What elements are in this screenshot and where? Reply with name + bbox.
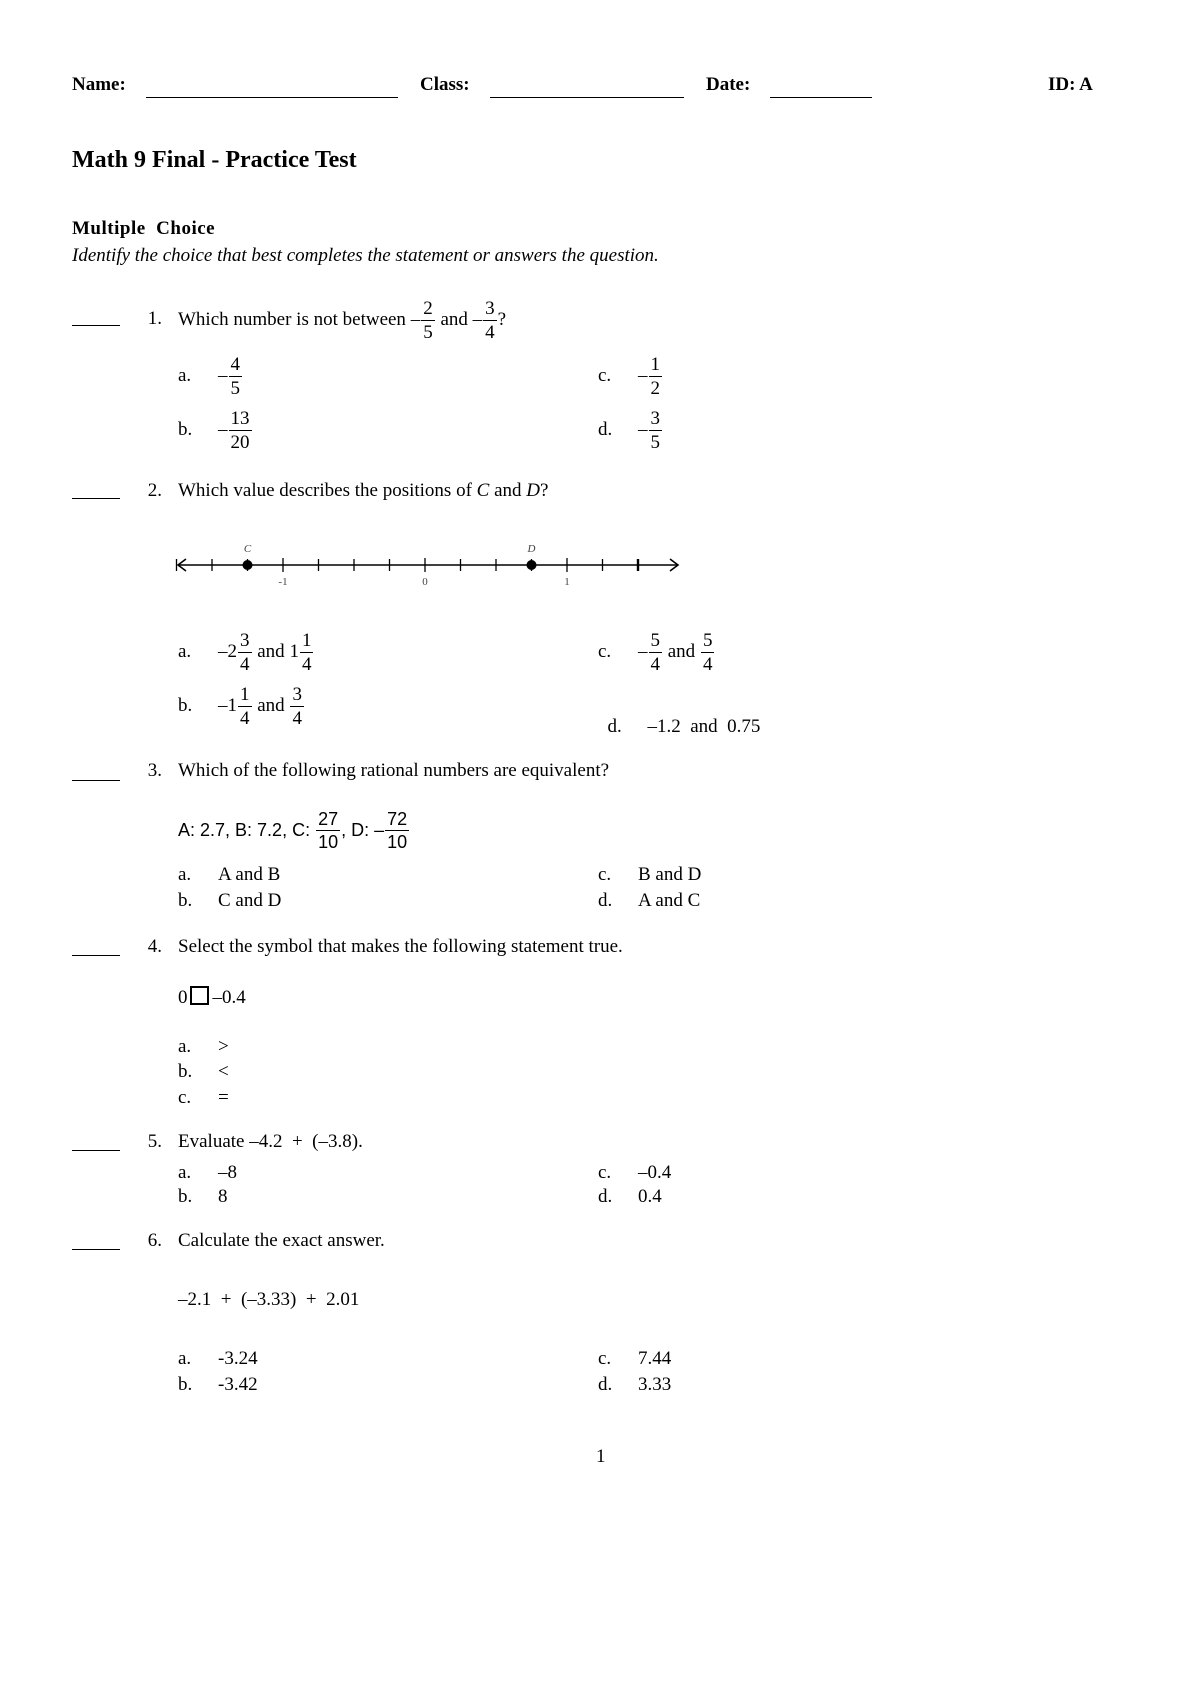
choice-text: A and C — [638, 890, 701, 911]
fraction — [385, 810, 409, 851]
question-prompt: Which of the following rational numbers are equivalent? — [178, 760, 610, 781]
answer-blank[interactable] — [72, 1150, 120, 1151]
denominator: 10 — [387, 831, 408, 852]
class-field-line[interactable] — [490, 97, 684, 98]
fraction — [290, 685, 304, 728]
date-field-line[interactable] — [770, 97, 872, 98]
choice-letter: c. — [598, 864, 612, 885]
choice-letter: d. — [598, 1374, 613, 1395]
choice-text: < — [218, 1061, 229, 1082]
fraction — [649, 409, 663, 452]
minus-sign: – — [638, 365, 648, 386]
variable-d: D — [526, 480, 541, 501]
number-line — [170, 535, 690, 595]
choice-c[interactable] — [598, 626, 715, 678]
section-instructions: Identify the choice that best completes the statement or answers the question. — [72, 245, 659, 266]
denominator: 4 — [650, 653, 660, 675]
question-number: 3. — [147, 760, 162, 781]
choice-text: 8 — [218, 1186, 228, 1207]
choice-letter: c. — [178, 1087, 192, 1108]
choice-letter: d. — [598, 419, 613, 440]
minus-sign: – — [218, 419, 228, 440]
choice-d[interactable] — [598, 1186, 662, 1208]
choice-a[interactable] — [178, 864, 280, 886]
page-title: Math 9 Final - Practice Test — [72, 147, 357, 173]
empty-box-icon — [190, 986, 209, 1005]
denominator: 5 — [230, 377, 240, 399]
fraction — [229, 355, 243, 398]
denominator: 20 — [230, 431, 250, 453]
denominator: 10 — [318, 831, 339, 852]
choice-text: 0.4 — [638, 1186, 662, 1207]
numerator: 3 — [240, 629, 250, 651]
denominator: 5 — [650, 431, 660, 453]
minus-sign: – — [472, 309, 483, 330]
question-prompt: Calculate the exact answer. — [178, 1230, 385, 1251]
answer-blank[interactable] — [72, 1249, 120, 1250]
choice-letter: d. — [598, 890, 613, 911]
choice-d[interactable] — [598, 694, 760, 738]
choice-d[interactable] — [598, 404, 663, 456]
given-text: A: 2.7, B: 7.2, C: — [178, 819, 311, 840]
conjunction: and — [667, 641, 696, 662]
choice-letter: a. — [178, 1036, 192, 1057]
prompt-text: Which value describes the positions of — [178, 480, 472, 501]
question-prompt: Evaluate –4.2 + (–3.8). — [178, 1131, 363, 1152]
numerator: 5 — [650, 629, 660, 651]
choice-b[interactable] — [178, 1061, 229, 1083]
given-values — [178, 804, 410, 856]
test-id: ID: A — [1048, 74, 1093, 95]
choice-text: B and D — [638, 864, 702, 885]
prompt-text: Which number is not between — [178, 309, 406, 330]
choice-a[interactable] — [178, 626, 314, 678]
choice-text: –0.4 — [638, 1162, 672, 1183]
choice-b[interactable] — [178, 890, 281, 912]
fraction — [649, 355, 663, 398]
denominator: 4 — [485, 321, 495, 343]
fraction — [300, 631, 314, 674]
choice-d[interactable] — [598, 890, 700, 912]
choice-letter: b. — [178, 1186, 193, 1207]
choice-d[interactable] — [598, 1374, 671, 1396]
choice-c[interactable] — [598, 1162, 671, 1184]
choice-c[interactable] — [598, 351, 663, 401]
answer-blank[interactable] — [72, 780, 120, 781]
choice-text: = — [218, 1087, 229, 1108]
denominator: 4 — [240, 653, 250, 675]
numerator: 72 — [387, 808, 408, 829]
fraction — [483, 299, 497, 342]
numerator: 4 — [230, 353, 240, 375]
numerator: 2 — [423, 297, 433, 319]
choice-letter: b. — [178, 1374, 193, 1395]
choice-text: 3.33 — [638, 1374, 672, 1395]
choice-letter: a. — [178, 1348, 192, 1369]
question-prompt: Select the symbol that makes the following statement true. — [178, 936, 623, 957]
choice-letter: a. — [178, 641, 192, 662]
numerator: 1 — [240, 683, 250, 705]
question-prompt — [178, 480, 548, 502]
choice-b[interactable] — [178, 1374, 258, 1396]
denominator: 4 — [301, 653, 312, 675]
choice-c[interactable] — [598, 1348, 671, 1370]
question-number: 5. — [147, 1131, 162, 1152]
choice-a[interactable] — [178, 351, 243, 401]
conjunction: and — [257, 641, 285, 662]
numerator: 5 — [702, 629, 713, 651]
choice-letter: c. — [598, 641, 612, 662]
choice-text: -3.24 — [218, 1348, 258, 1369]
fraction — [421, 299, 435, 342]
choice-letter: c. — [598, 1348, 612, 1369]
whole-part: –1 — [218, 695, 237, 716]
minus-sign: – — [638, 641, 648, 662]
left-value: 0 — [178, 987, 188, 1008]
tick-label: -1 — [278, 576, 288, 588]
conjunction: and — [494, 480, 522, 501]
right-value: –0.4 — [212, 987, 246, 1008]
section-heading: Multiple Choice — [72, 218, 216, 239]
point-c-label: C — [243, 543, 252, 555]
choice-text: > — [218, 1036, 229, 1057]
choice-letter: a. — [178, 864, 192, 885]
choice-text: –1.2 and 0.75 — [647, 716, 761, 737]
choice-text: C and D — [218, 890, 282, 911]
variable-c: C — [476, 480, 490, 501]
question-number: 2. — [147, 480, 162, 501]
fraction — [316, 810, 340, 851]
page-number: 1 — [596, 1446, 606, 1467]
fraction — [649, 631, 663, 674]
choice-b[interactable] — [178, 680, 305, 732]
numerator: 3 — [485, 297, 495, 319]
choice-letter: a. — [178, 1162, 192, 1183]
conjunction: and — [440, 309, 468, 330]
choice-letter: a. — [178, 365, 192, 386]
question-number: 1. — [147, 308, 162, 329]
denominator: 4 — [292, 707, 302, 729]
question-number: 6. — [147, 1230, 162, 1251]
minus-sign: – — [638, 419, 648, 440]
choice-a[interactable] — [178, 1348, 258, 1370]
choice-text: –8 — [218, 1162, 237, 1183]
point-d — [527, 560, 537, 570]
name-label: Name: — [72, 74, 126, 95]
numerator: 3 — [650, 407, 660, 429]
expression: –2.1 + (–3.33) + 2.01 — [178, 1289, 360, 1310]
name-field-line[interactable] — [146, 97, 398, 98]
numerator: 13 — [230, 407, 250, 429]
question-mark: ? — [497, 309, 507, 330]
numerator: 1 — [650, 353, 660, 375]
fraction — [238, 631, 252, 674]
choice-letter: c. — [598, 365, 612, 386]
comparison-statement — [178, 986, 246, 1009]
tick-label: 1 — [564, 576, 570, 588]
answer-blank[interactable] — [72, 955, 120, 956]
class-label: Class: — [420, 74, 470, 95]
fraction — [701, 631, 715, 674]
denominator: 5 — [423, 321, 433, 343]
date-label: Date: — [706, 74, 751, 95]
choice-text: 7.44 — [638, 1348, 672, 1369]
choice-text: A and B — [218, 864, 281, 885]
fraction — [229, 409, 252, 452]
choice-c[interactable] — [178, 1087, 229, 1109]
numerator: 3 — [292, 683, 302, 705]
given-text: , D: – — [341, 819, 385, 840]
point-d-label: D — [527, 543, 536, 555]
choice-letter: b. — [178, 890, 193, 911]
choice-text: -3.42 — [218, 1374, 258, 1395]
choice-c[interactable] — [598, 864, 701, 886]
choice-letter: b. — [178, 419, 193, 440]
choice-b[interactable] — [178, 404, 253, 456]
denominator: 4 — [240, 707, 250, 729]
choice-letter: d. — [607, 716, 622, 737]
choice-letter: b. — [178, 1061, 193, 1082]
denominator: 4 — [702, 653, 713, 675]
choice-letter: b. — [178, 695, 193, 716]
question-number: 4. — [147, 936, 162, 957]
minus-sign: – — [410, 309, 421, 330]
question-mark: ? — [540, 480, 549, 501]
denominator: 2 — [650, 377, 660, 399]
fraction — [238, 685, 252, 728]
question-prompt — [178, 294, 506, 346]
choice-letter: d. — [598, 1186, 613, 1207]
choice-a[interactable] — [178, 1162, 237, 1184]
answer-blank[interactable] — [72, 325, 120, 326]
numerator: 27 — [318, 808, 339, 829]
whole-part: –2 — [218, 641, 237, 662]
tick-label: 0 — [422, 576, 428, 588]
answer-blank[interactable] — [72, 498, 120, 499]
choice-letter: c. — [598, 1162, 612, 1183]
choice-b[interactable] — [178, 1186, 228, 1208]
choice-a[interactable] — [178, 1036, 229, 1058]
minus-sign: – — [218, 365, 228, 386]
conjunction: and — [257, 695, 285, 716]
point-c — [243, 560, 253, 570]
whole-part: 1 — [289, 641, 299, 662]
numerator: 1 — [301, 629, 312, 651]
